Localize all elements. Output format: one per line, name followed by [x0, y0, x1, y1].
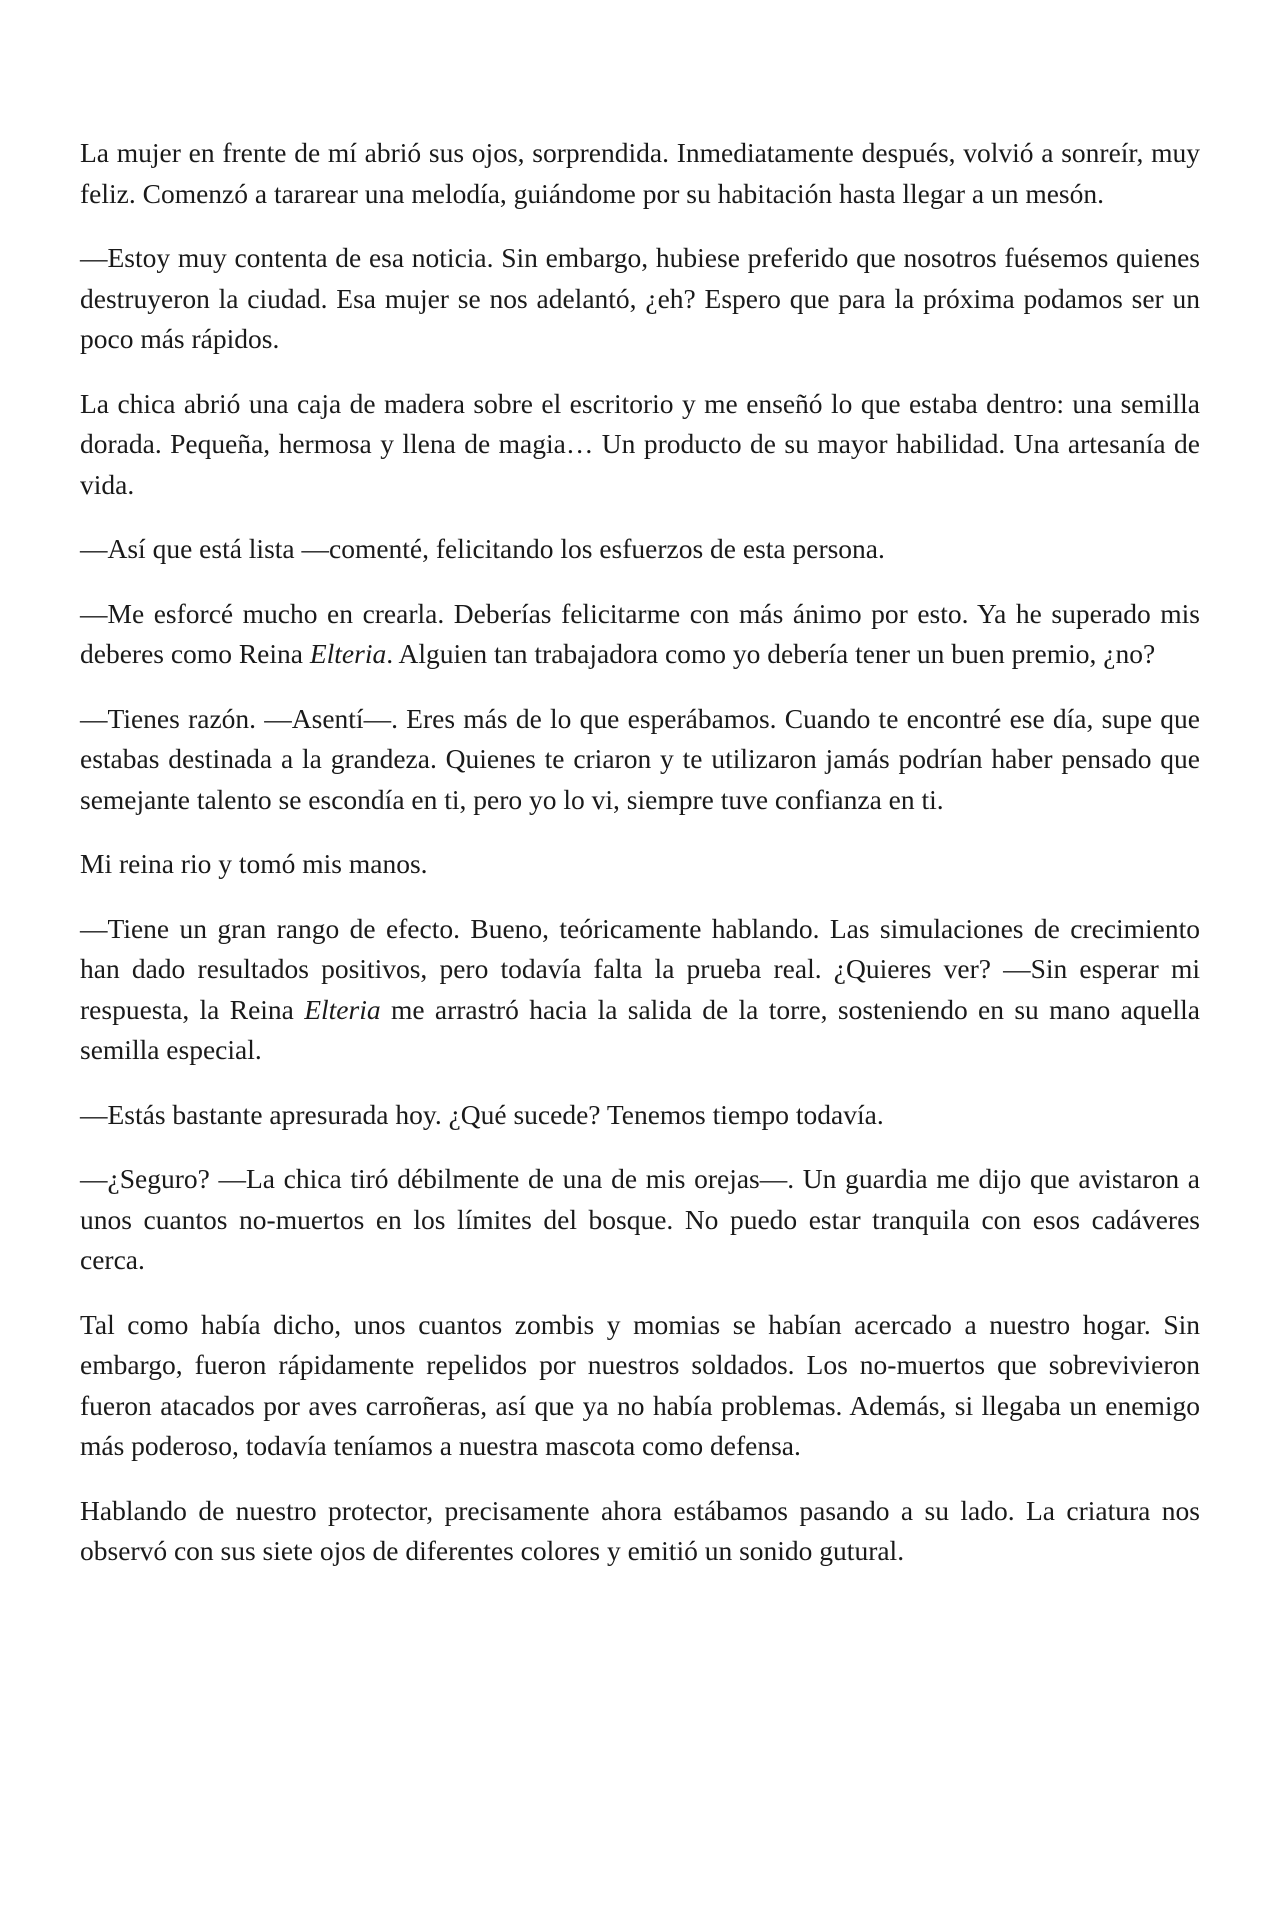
document-page — [80, 133, 1200, 1596]
italic-name-text: Elteria — [304, 993, 381, 1025]
paragraph — [80, 909, 1200, 1071]
paragraph-text: —Me esforcé mucho en crearla. Deberías felicitarme con más ánimo por esto. Ya he superado mis deberes como Reina — [80, 597, 1200, 669]
paragraph-text: —Tiene un gran rango de efecto. Bueno, teóricamente hablando. Las simulaciones de crecimiento han dado resultados positivos, pero todavía falta la prueba real. ¿Quieres ver? —Sin esperar mi respuesta, la Reina — [80, 912, 1200, 1025]
paragraph-text: Tal como había dicho, unos cuantos zombis y momias se habían acercado a nuestro hogar. Sin embargo, fueron rápidamente repelidos por nuestros soldados. Los no-muertos que sobrevivieron fueron atacados por aves carroñeras, así que ya no había problemas. Además, si llegaba un enemigo más poderoso, todavía teníamos a nuestra mascota como defensa. — [80, 1308, 1200, 1461]
paragraph-text: La mujer en frente de mí abrió sus ojos, sorprendida. Inmediatamente después, volvió a sonreír, muy feliz. Comenzó a tararear una melodía, guiándome por su habitación hasta llegar a un mesón. — [80, 137, 1200, 209]
paragraph-text: La chica abrió una caja de madera sobre el escritorio y me enseñó lo que estaba dentro: una semilla dorada. Pequeña, hermosa y llena de magia… Un producto de su mayor habilidad. Una artesanía de vida. — [80, 387, 1200, 500]
paragraph — [80, 1491, 1200, 1572]
paragraph — [80, 699, 1200, 821]
paragraph — [80, 384, 1200, 506]
paragraph-text: —Tienes razón. —Asentí—. Eres más de lo que esperábamos. Cuando te encontré ese día, supe que estabas destinada a la grandeza. Quienes te criaron y te utilizaron jamás podrían haber pensado que semejante talento se escondía en ti, pero yo lo vi, siempre tuve confianza en ti. — [80, 702, 1200, 815]
paragraph-text: —Estás bastante apresurada hoy. ¿Qué sucede? Tenemos tiempo todavía. — [80, 1098, 884, 1130]
paragraph — [80, 1159, 1200, 1281]
paragraph-text: —¿Seguro? —La chica tiró débilmente de una de mis orejas—. Un guardia me dijo que avistaron a unos cuantos no-muertos en los límites del bosque. No puedo estar tranquila con esos cadáveres cerca. — [80, 1163, 1200, 1275]
italic-name-text: Elteria — [309, 638, 387, 669]
paragraph-text: Hablando de nuestro protector, precisamente ahora estábamos pasando a su lado. La criatura nos observó con sus siete ojos de diferentes colores y emitió un sonido gutural. — [80, 1494, 1200, 1566]
paragraph — [80, 594, 1200, 675]
paragraph — [80, 133, 1200, 214]
paragraph — [80, 1095, 1200, 1136]
paragraph-text: —Estoy muy contenta de esa noticia. Sin embargo, hubiese preferido que nosotros fuésemos quienes destruyeron la ciudad. Esa mujer se nos adelantó, ¿eh? Espero que para la próxima podamos ser un poco más rápidos. — [80, 242, 1200, 354]
paragraph-text: me arrastró hacia la salida de la torre, sosteniendo en su mano aquella semilla especial. — [80, 993, 1200, 1065]
paragraph-text: Mi reina rio y tomó mis manos. — [80, 848, 428, 879]
paragraph — [80, 1305, 1200, 1467]
paragraph — [80, 844, 1200, 885]
paragraph-text: —Así que está lista —comenté, felicitando los esfuerzos de esta persona. — [80, 533, 885, 564]
paragraph — [80, 529, 1200, 570]
paragraph — [80, 238, 1200, 360]
paragraph-text: . Alguien tan trabajadora como yo debería tener un buen premio, ¿no? — [386, 638, 1156, 669]
